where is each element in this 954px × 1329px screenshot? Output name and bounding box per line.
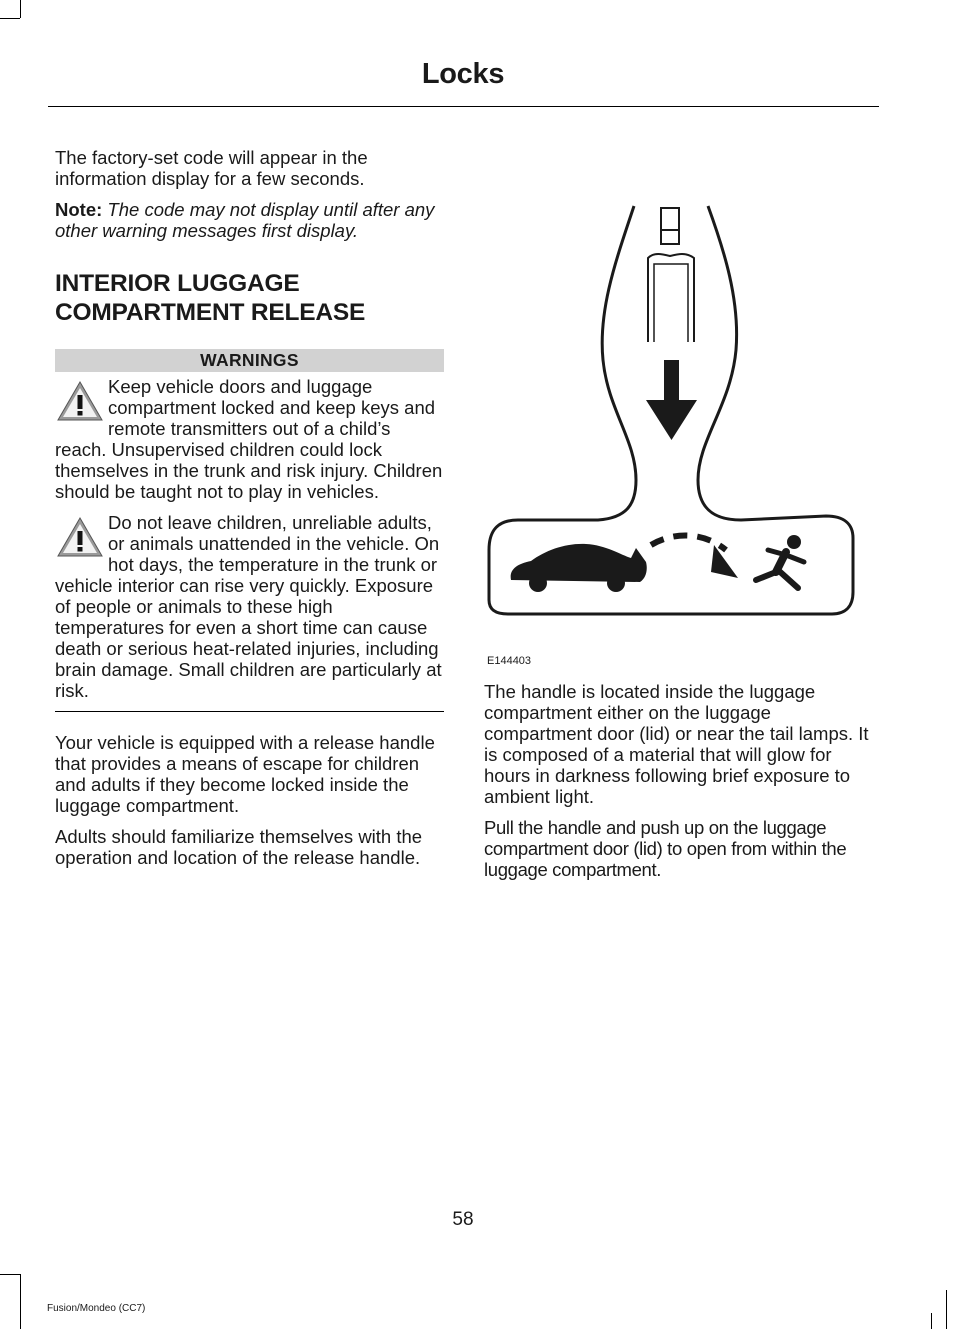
left-column [55, 147, 444, 878]
warning-block-1 [55, 376, 444, 502]
note-text: The code may not display until after any other warning messages first display. [55, 199, 435, 241]
crop-mark-bottom-right-v2 [946, 1290, 947, 1329]
handle-notch [661, 208, 679, 244]
note-paragraph [55, 199, 444, 241]
section-heading-line-1: INTERIOR LUGGAGE [55, 270, 300, 297]
footer-model: Fusion/Mondeo (CC7) [47, 1303, 146, 1314]
note-label: Note: [55, 199, 103, 220]
familiarize-paragraph: Adults should familiarize themselves with the operation and location of the release handle. [55, 826, 423, 868]
warning-triangle-icon [55, 379, 105, 423]
crop-mark-bottom-left-v [20, 1274, 21, 1329]
crop-mark-bottom-left-h [0, 1274, 20, 1275]
right-column [484, 681, 876, 890]
warnings-end-rule [55, 711, 444, 712]
release-handle-illustration [486, 200, 858, 620]
warning-text-2: Do not leave children, unreliable adults, or animals unattended in the vehicle. On hot days, the temperature in the trunk or vehicle interior can rise very quickly. Exposure of people or animals to these high temperatures for even a short time can cause death or serious heat-related injuries, including brain damage. Small children are particularly at risk. [55, 512, 442, 701]
crop-mark-top-left-h [0, 18, 20, 19]
release-handle-paragraph: Your vehicle is equipped with a release handle that provides a means of escape for children and adults if they become locked inside the luggage compartment. [55, 732, 435, 816]
crop-mark-bottom-right-v1 [931, 1313, 932, 1329]
warnings-header: WARNINGS [55, 349, 444, 372]
crop-mark-top-left-v [20, 0, 21, 18]
figure-code: E144403 [487, 655, 532, 667]
warning-text-1: Keep vehicle doors and luggage compartment locked and keep keys and remote transmitters out of a child’s reach. Unsupervised children could lock themselves in the trunk and risk injury. Children should be taught not to play in vehicles. [55, 376, 443, 502]
handle-usage-paragraph: Pull the handle and push up on the luggage compartment door (lid) to open from within the luggage compartment. [484, 817, 847, 880]
intro-paragraph: The factory-set code will appear in the information display for a few seconds. [55, 147, 368, 189]
header-rule [48, 106, 879, 107]
warning-triangle-icon [55, 515, 105, 559]
handle-location-paragraph: The handle is located inside the luggage compartment either on the luggage compartment door (lid) or near the tail lamps. It is composed of a material that will glow for hours in darkness following brief exposure to ambient light. [484, 681, 869, 807]
warning-block-2 [55, 512, 444, 701]
page-number: 58 [452, 1209, 474, 1230]
section-heading-line-2: COMPARTMENT RELEASE [55, 299, 366, 326]
page-title: Locks [421, 58, 505, 90]
section-heading [55, 269, 444, 327]
